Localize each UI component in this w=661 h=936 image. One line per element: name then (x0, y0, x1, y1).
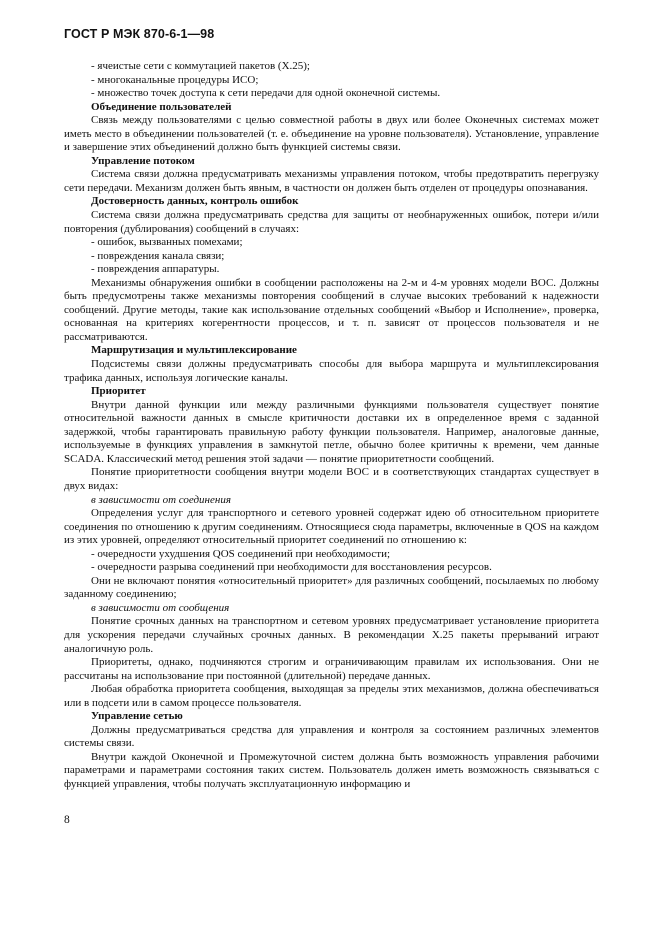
section-heading: Приоритет (91, 385, 146, 398)
list-item: - очередности ухудшения QOS соединений при необходимости; (91, 547, 391, 560)
paragraph: Связь между пользователями с целью совместной работы в двух или более Оконечных системах может иметь место в объединении пользователей (т. е. объединение на уровне пользователя). Установление, управление и завершение этих объединений должно быть функцией системы связи. (64, 114, 599, 154)
paragraph: Понятие приоритетности сообщения внутри модели ВОС и в соответствующих стандартах существует в двух видах: (64, 466, 599, 492)
paragraph: Любая обработка приоритета сообщения, выходящая за пределы этих механизмов, должна обеспечиваться или в подсети или в самом процессе пользователя. (64, 683, 599, 709)
list-item: - множество точек доступа к сети передачи для одной оконечной системы. (91, 87, 441, 100)
list-item: - повреждения канала связи; (91, 249, 225, 262)
section-heading: Маршрутизация и мультиплексирование (91, 344, 297, 357)
paragraph: Внутри каждой Оконечной и Промежуточной систем должна быть возможность управления рабочими параметрами и параметрами состояния таких систем. Пользователь должен иметь возможность связываться с функцией управления, чтобы получать эксплуатационную информацию и (64, 750, 599, 790)
page-number: 8 (64, 814, 70, 826)
list-item: - ошибок, вызванных помехами; (91, 236, 243, 249)
paragraph: Они не включают понятия «относительный приоритет» для различных сообщений, посылаемых по любому заданному соединению; (64, 574, 599, 601)
list-item: - ячеистые сети с коммутацией пакетов (X.25); (91, 60, 310, 72)
italic-subheading: в зависимости от соединения (91, 493, 231, 506)
paragraph: Внутри данной функции или между различными функциями пользователя существует понятие относительной важности данных в смысле критичности доставки их в определенное время с заданной задержкой, чтобы гарантировать правильную работу функции пользователя. Например, аналоговые данные, используемые в функциях управления в замкнутой петле, обычно более критичны к времени, чем данные SCADA. Классический метод решения этой задачи — понятие приоритетности сообщений. (64, 398, 599, 465)
list-item: - очередности разрыва соединений при необходимости для восстановления ресурсов. (91, 561, 492, 574)
paragraph: Определения услуг для транспортного и сетевого уровней содержат идею об относительном приоритете соединения по отношению к другим соединениям. Относящиеся сюда параметры, включенные в QOS на каждом из этих уровней, определяют относительный приоритет соединений по отношению к: (64, 507, 599, 547)
paragraph: Подсистемы связи должны предусматривать способы для выбора маршрута и мультиплексирования трафика данных, используя логические каналы. (64, 358, 599, 384)
list-item: - многоканальные процедуры ИСО; (91, 73, 259, 86)
paragraph: Система связи должна предусматривать механизмы управления потоком, чтобы предотвратить перегрузку сети передачи. Механизм должен быть явным, в частности он должен быть отделен от процедуры опознавания. (64, 168, 599, 194)
section-heading: Достоверность данных, контроль ошибок (91, 195, 299, 208)
section-heading: Управление сетью (91, 710, 183, 723)
paragraph: Механизмы обнаружения ошибки в сообщении расположены на 2-м и 4-м уровнях модели ВОС. Должны быть предусмотрены также механизмы повторения сообщений в случае высоких требований к надежности сообщений. Другие методы, такие как использование отдельных сообщений «Выбор и Исполнение», проверка, основанная на критериях когерентности процессов, и т. п. зависят от процессов пользователя и не рассматриваются. (64, 276, 599, 343)
paragraph: Приоритеты, однако, подчиняются строгим и ограничивающим правилам их использования. Они не рассчитаны на использование при постоянной (длительной) передаче данных. (64, 656, 599, 682)
italic-subheading: в зависимости от сообщения (91, 601, 230, 614)
document-header: ГОСТ Р МЭК 870-6-1—98 (64, 27, 215, 41)
section-heading: Объединение пользователей (91, 100, 232, 113)
paragraph: Должны предусматриваться средства для управления и контроля за состоянием различных элементов системы связи. (64, 723, 599, 750)
document-body (64, 60, 599, 792)
section-heading: Управление потоком (91, 154, 195, 167)
list-item: - повреждения аппаратуры. (91, 263, 220, 276)
paragraph: Понятие срочных данных на транспортном и сетевом уровнях предусматривает установление приоритета для ускорения передачи случайных срочных данных. В рекомендации X.25 пакеты прерываний играют аналогичную роль. (64, 615, 599, 655)
paragraph: Система связи должна предусматривать средства для защиты от необнаруженных ошибок, потери и/или повторения (дублирования) сообщений в случаях: (64, 209, 599, 235)
